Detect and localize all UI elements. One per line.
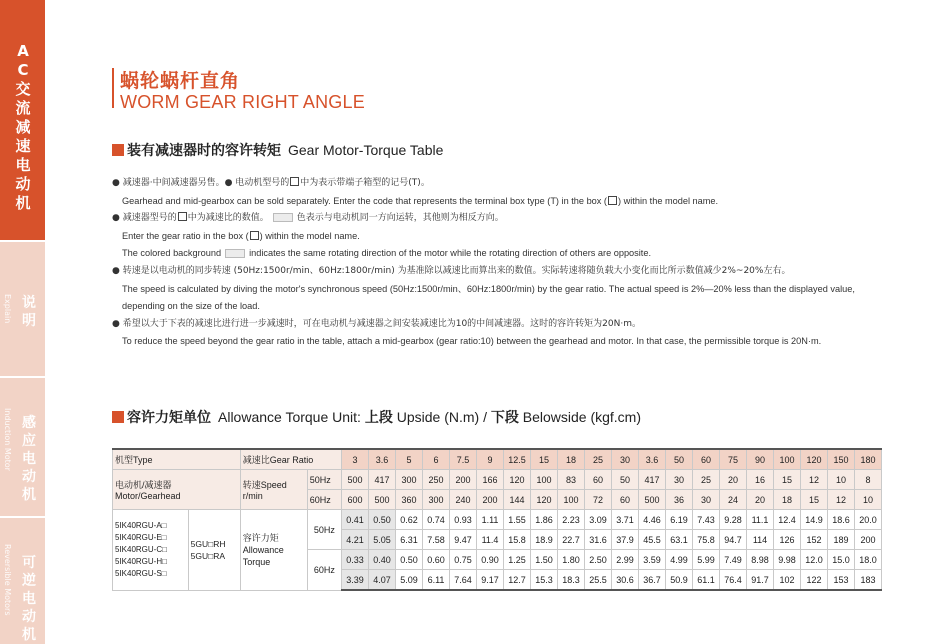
torque-cell: 3.09 xyxy=(585,510,612,530)
page-title-en: WORM GEAR RIGHT ANGLE xyxy=(120,92,365,112)
note-line: ● 转速是以电动机的同步转速 (50Hz:1500r/min、60Hz:1800r/min) 为基准除以减速比而算出来的数值。实际转速将随负载大小变化而比所示数值减少2%~20%左右。 xyxy=(112,265,791,276)
speed-cell: 200 xyxy=(450,470,477,490)
motor-models xyxy=(113,510,189,591)
torque-cell: 126 xyxy=(774,530,801,550)
notes xyxy=(112,175,902,351)
note-line xyxy=(112,245,902,263)
torque-cell: 1.55 xyxy=(504,510,531,530)
cell-line: Torque xyxy=(242,556,271,567)
color-swatch-icon xyxy=(273,213,293,222)
torque-cell: 9.47 xyxy=(450,530,477,550)
note-text: Gearhead and mid-gearbox can be sold separately. Enter the code that represents the terminal box type (T) in the box ( xyxy=(122,195,607,206)
frequency-50hz: 50Hz xyxy=(307,510,341,550)
torque-cell: 11.4 xyxy=(477,530,504,550)
page-title-zh: 蜗轮蜗杆直角 xyxy=(120,70,241,92)
torque-cell: 11.1 xyxy=(747,510,774,530)
speed-cell: 25 xyxy=(693,470,720,490)
gear-ratio-cell: 3 xyxy=(342,449,369,470)
torque-cell: 7.64 xyxy=(450,570,477,591)
cell-line: Allowance xyxy=(242,544,284,555)
side-tab-label-en: Reversible Motors xyxy=(3,544,12,616)
speed-cell: 360 xyxy=(396,490,423,510)
speed-cell: 12 xyxy=(828,490,855,510)
torque-cell: 0.93 xyxy=(450,510,477,530)
torque-cell: 200 xyxy=(855,530,882,550)
torque-cell: 18.6 xyxy=(828,510,855,530)
torque-cell: 31.6 xyxy=(585,530,612,550)
torque-cell: 122 xyxy=(801,570,828,591)
cell-line: 5IK40RGU-E□ xyxy=(115,532,167,542)
torque-cell: 18.0 xyxy=(855,550,882,570)
note-text: ) within the model name. xyxy=(618,195,719,206)
note-line xyxy=(112,175,902,193)
speed-cell: 30 xyxy=(693,490,720,510)
note-line xyxy=(112,193,902,211)
gearhead-models xyxy=(188,510,240,591)
torque-cell: 6.11 xyxy=(423,570,450,591)
speed-cell: 300 xyxy=(423,490,450,510)
note-text: ● 减速器·中间减速器另售。● 电动机型号的 xyxy=(112,178,290,188)
speed-cell: 15 xyxy=(801,490,828,510)
torque-cell: 76.4 xyxy=(720,570,747,591)
torque-cell: 36.7 xyxy=(639,570,666,591)
box-icon xyxy=(250,231,259,240)
gear-ratio-cell: 50 xyxy=(666,449,693,470)
torque-cell: 5.09 xyxy=(396,570,423,591)
torque-cell: 25.5 xyxy=(585,570,612,591)
torque-cell: 152 xyxy=(801,530,828,550)
cell-line: 5IK40RGU-H□ xyxy=(115,556,167,566)
side-navigation xyxy=(0,0,45,644)
note-text: The colored background xyxy=(122,248,222,259)
model-type-label: 机型Type xyxy=(113,449,241,470)
torque-cell: 0.75 xyxy=(450,550,477,570)
gear-ratio-cell: 90 xyxy=(747,449,774,470)
torque-cell: 2.50 xyxy=(585,550,612,570)
torque-cell: 7.43 xyxy=(693,510,720,530)
speed-cell: 36 xyxy=(666,490,693,510)
torque-cell: 94.7 xyxy=(720,530,747,550)
speed-cell: 250 xyxy=(423,470,450,490)
speed-cell: 15 xyxy=(774,470,801,490)
speed-cell: 50 xyxy=(612,470,639,490)
section-title-en xyxy=(218,407,641,427)
section-square-icon xyxy=(112,144,124,156)
cell-line: r/min xyxy=(242,491,263,501)
cell-line: 5GU□RH xyxy=(190,538,226,549)
frequency-50hz: 50Hz xyxy=(307,470,341,490)
torque-table xyxy=(112,448,882,591)
upper-label-zh: 上段 xyxy=(364,410,393,426)
lower-label-zh: 下段 xyxy=(490,410,519,426)
torque-cell: 50.9 xyxy=(666,570,693,591)
speed-cell: 16 xyxy=(747,470,774,490)
torque-cell: 0.41 xyxy=(342,510,369,530)
torque-cell: 3.71 xyxy=(612,510,639,530)
torque-cell: 15.3 xyxy=(531,570,558,591)
section-title-en: Gear Motor-Torque Table xyxy=(288,142,444,158)
speed-cell: 20 xyxy=(720,470,747,490)
torque-cell: 15.8 xyxy=(504,530,531,550)
torque-cell: 0.50 xyxy=(369,510,396,530)
torque-cell: 91.7 xyxy=(747,570,774,591)
cell-line: 5IK40RGU-S□ xyxy=(115,568,167,578)
speed-cell: 12 xyxy=(801,470,828,490)
note-text: 中为表示带端子箱型的记号(T)。 xyxy=(300,178,430,188)
side-tab-reversible-motors[interactable] xyxy=(0,518,45,644)
torque-cell: 6.19 xyxy=(666,510,693,530)
note-line xyxy=(112,228,902,246)
torque-cell: 63.1 xyxy=(666,530,693,550)
speed-cell: 18 xyxy=(774,490,801,510)
speed-cell: 83 xyxy=(558,470,585,490)
speed-cell: 30 xyxy=(666,470,693,490)
torque-cell: 6.31 xyxy=(396,530,423,550)
torque-cell: 4.07 xyxy=(369,570,396,591)
torque-cell: 4.21 xyxy=(342,530,369,550)
note-line: depending on the size of the load. xyxy=(122,301,260,312)
motor-gearhead-label xyxy=(113,470,241,510)
gear-ratio-cell: 60 xyxy=(693,449,720,470)
torque-cell: 189 xyxy=(828,530,855,550)
torque-cell: 2.23 xyxy=(558,510,585,530)
speed-label xyxy=(240,470,307,510)
note-text: 中为减速比的数值。 xyxy=(187,213,269,224)
gear-ratio-cell: 100 xyxy=(774,449,801,470)
side-tab-label: AC交流减速电动机 xyxy=(15,42,31,212)
torque-cell: 45.5 xyxy=(639,530,666,550)
section-heading-torque-table xyxy=(112,140,443,160)
box-icon xyxy=(178,212,187,221)
speed-cell: 10 xyxy=(828,470,855,490)
box-icon xyxy=(290,177,299,186)
torque-cell: 12.4 xyxy=(774,510,801,530)
torque-cell: 7.49 xyxy=(720,550,747,570)
torque-cell: 37.9 xyxy=(612,530,639,550)
speed-cell: 10 xyxy=(855,490,882,510)
note-text: 色表示与电动机同一方向运转，其他则为相反方向。 xyxy=(296,213,504,224)
speed-cell: 240 xyxy=(450,490,477,510)
speed-cell: 24 xyxy=(720,490,747,510)
torque-cell: 0.60 xyxy=(423,550,450,570)
torque-cell: 15.0 xyxy=(828,550,855,570)
torque-cell: 9.17 xyxy=(477,570,504,591)
speed-cell: 100 xyxy=(558,490,585,510)
gear-ratio-cell: 9 xyxy=(477,449,504,470)
torque-cell: 7.58 xyxy=(423,530,450,550)
torque-cell: 1.11 xyxy=(477,510,504,530)
torque-cell: 9.98 xyxy=(774,550,801,570)
cell-line: 容许力矩 xyxy=(242,532,279,543)
gear-ratio-cell: 6 xyxy=(423,449,450,470)
cell-line: 5IK40RGU-C□ xyxy=(115,544,167,554)
torque-cell: 0.74 xyxy=(423,510,450,530)
torque-cell: 183 xyxy=(855,570,882,591)
allowance-torque-label xyxy=(240,510,307,591)
note-line xyxy=(112,210,902,228)
speed-cell: 72 xyxy=(585,490,612,510)
section-title-zh: 容许力矩单位 xyxy=(127,410,211,426)
torque-cell: 5.99 xyxy=(693,550,720,570)
gear-ratio-label: 减速比Gear Ratio xyxy=(240,449,341,470)
side-tab-ac-motor[interactable] xyxy=(0,0,45,240)
gear-ratio-cell: 3.6 xyxy=(639,449,666,470)
note-line: To reduce the speed beyond the gear ratio in the table, attach a mid-gearbox (gear ratio:10) between the gearhead and motor. In that case, the permissible torque is 20N·m. xyxy=(122,336,822,347)
torque-cell: 1.80 xyxy=(558,550,585,570)
torque-cell: 8.98 xyxy=(747,550,774,570)
torque-cell: 61.1 xyxy=(693,570,720,591)
unit-label: Allowance Torque Unit: xyxy=(218,409,361,425)
gear-ratio-cell: 180 xyxy=(855,449,882,470)
speed-cell: 60 xyxy=(612,490,639,510)
section-square-icon xyxy=(112,411,124,423)
gear-ratio-cell: 150 xyxy=(828,449,855,470)
torque-cell: 1.50 xyxy=(531,550,558,570)
cell-line: Motor/Gearhead xyxy=(115,491,181,501)
speed-cell: 600 xyxy=(342,490,369,510)
torque-cell: 0.50 xyxy=(396,550,423,570)
gear-ratio-cell: 5 xyxy=(396,449,423,470)
side-tab-label: 可逆电动机 xyxy=(22,555,36,643)
torque-cell: 153 xyxy=(828,570,855,591)
note-text: ● 减速器型号的 xyxy=(112,213,177,224)
note-line: The speed is calculated by diving the motor's synchronous speed (50Hz:1500r/min、60Hz:1800r/min) by the gear ratio. The actual speed is 2%—20% less than the displayed value, xyxy=(122,283,855,294)
speed-cell: 500 xyxy=(369,490,396,510)
torque-50hz-nm-row xyxy=(113,510,882,530)
speed-cell: 100 xyxy=(531,470,558,490)
gear-ratio-cell: 7.5 xyxy=(450,449,477,470)
cell-line: 5IK40RGU-A□ xyxy=(115,520,167,530)
gear-ratio-cell: 25 xyxy=(585,449,612,470)
torque-cell: 0.33 xyxy=(342,550,369,570)
speed-cell: 120 xyxy=(531,490,558,510)
box-icon xyxy=(608,196,617,205)
speed-50hz-row xyxy=(113,470,882,490)
speed-cell: 417 xyxy=(369,470,396,490)
side-tab-induction-motor[interactable] xyxy=(0,378,45,516)
title-accent-bar xyxy=(112,68,114,108)
torque-cell: 2.99 xyxy=(612,550,639,570)
speed-cell: 144 xyxy=(504,490,531,510)
note-text: ) within the model name. xyxy=(259,230,360,241)
torque-cell: 9.28 xyxy=(720,510,747,530)
speed-cell: 60 xyxy=(585,470,612,490)
torque-cell: 30.6 xyxy=(612,570,639,591)
torque-cell: 3.39 xyxy=(342,570,369,591)
side-tab-label-en: Induction Motor xyxy=(3,408,12,471)
torque-cell: 4.46 xyxy=(639,510,666,530)
frequency-60hz: 60Hz xyxy=(307,550,341,591)
torque-cell: 18.3 xyxy=(558,570,585,591)
torque-cell: 20.0 xyxy=(855,510,882,530)
speed-cell: 500 xyxy=(639,490,666,510)
speed-cell: 200 xyxy=(477,490,504,510)
speed-cell: 300 xyxy=(396,470,423,490)
gear-ratio-row xyxy=(113,449,882,470)
speed-cell: 20 xyxy=(747,490,774,510)
gear-ratio-cell: 30 xyxy=(612,449,639,470)
torque-cell: 12.0 xyxy=(801,550,828,570)
upside-label: Upside (N.m) / xyxy=(396,409,487,425)
cell-line: 转速Speed xyxy=(242,480,287,490)
cell-line: 5GU□RA xyxy=(190,550,226,561)
belowside-label: Belowside (kgf.cm) xyxy=(522,409,641,425)
side-tab-label: 说明 xyxy=(22,295,36,329)
torque-cell: 22.7 xyxy=(558,530,585,550)
side-tab-label-en: Explain xyxy=(3,294,12,324)
gear-ratio-cell: 18 xyxy=(558,449,585,470)
torque-cell: 102 xyxy=(774,570,801,591)
torque-cell: 5.05 xyxy=(369,530,396,550)
torque-cell: 18.9 xyxy=(531,530,558,550)
torque-cell: 114 xyxy=(747,530,774,550)
color-swatch-icon xyxy=(225,249,245,258)
note-line: ● 希望以大于下表的减速比进行进一步减速时，可在电动机与减速器之间安装减速比为10的中间减速器。这时的容许转矩为20N·m。 xyxy=(112,318,641,329)
frequency-60hz: 60Hz xyxy=(307,490,341,510)
speed-cell: 8 xyxy=(855,470,882,490)
note-text: Enter the gear ratio in the box ( xyxy=(122,230,249,241)
gear-ratio-cell: 12.5 xyxy=(504,449,531,470)
section-heading-allowance-torque xyxy=(112,407,641,427)
gear-ratio-cell: 75 xyxy=(720,449,747,470)
side-tab-explain[interactable] xyxy=(0,242,45,376)
torque-cell: 1.25 xyxy=(504,550,531,570)
side-tab-label: 感应电动机 xyxy=(22,415,36,503)
speed-cell: 120 xyxy=(504,470,531,490)
gear-ratio-cell: 15 xyxy=(531,449,558,470)
torque-cell: 4.99 xyxy=(666,550,693,570)
cell-line: 电动机/减速器 xyxy=(115,480,172,490)
torque-cell: 1.86 xyxy=(531,510,558,530)
torque-cell: 75.8 xyxy=(693,530,720,550)
torque-cell: 12.7 xyxy=(504,570,531,591)
torque-cell: 0.90 xyxy=(477,550,504,570)
note-text: indicates the same rotating direction of the motor while the rotating direction of others are opposite. xyxy=(249,248,652,259)
speed-cell: 417 xyxy=(639,470,666,490)
torque-cell: 0.40 xyxy=(369,550,396,570)
section-title-zh: 装有减速器时的容许转矩 xyxy=(127,143,281,159)
torque-cell: 0.62 xyxy=(396,510,423,530)
torque-cell: 14.9 xyxy=(801,510,828,530)
gear-ratio-cell: 120 xyxy=(801,449,828,470)
speed-cell: 166 xyxy=(477,470,504,490)
torque-cell: 3.59 xyxy=(639,550,666,570)
gear-ratio-cell: 3.6 xyxy=(369,449,396,470)
speed-cell: 500 xyxy=(342,470,369,490)
